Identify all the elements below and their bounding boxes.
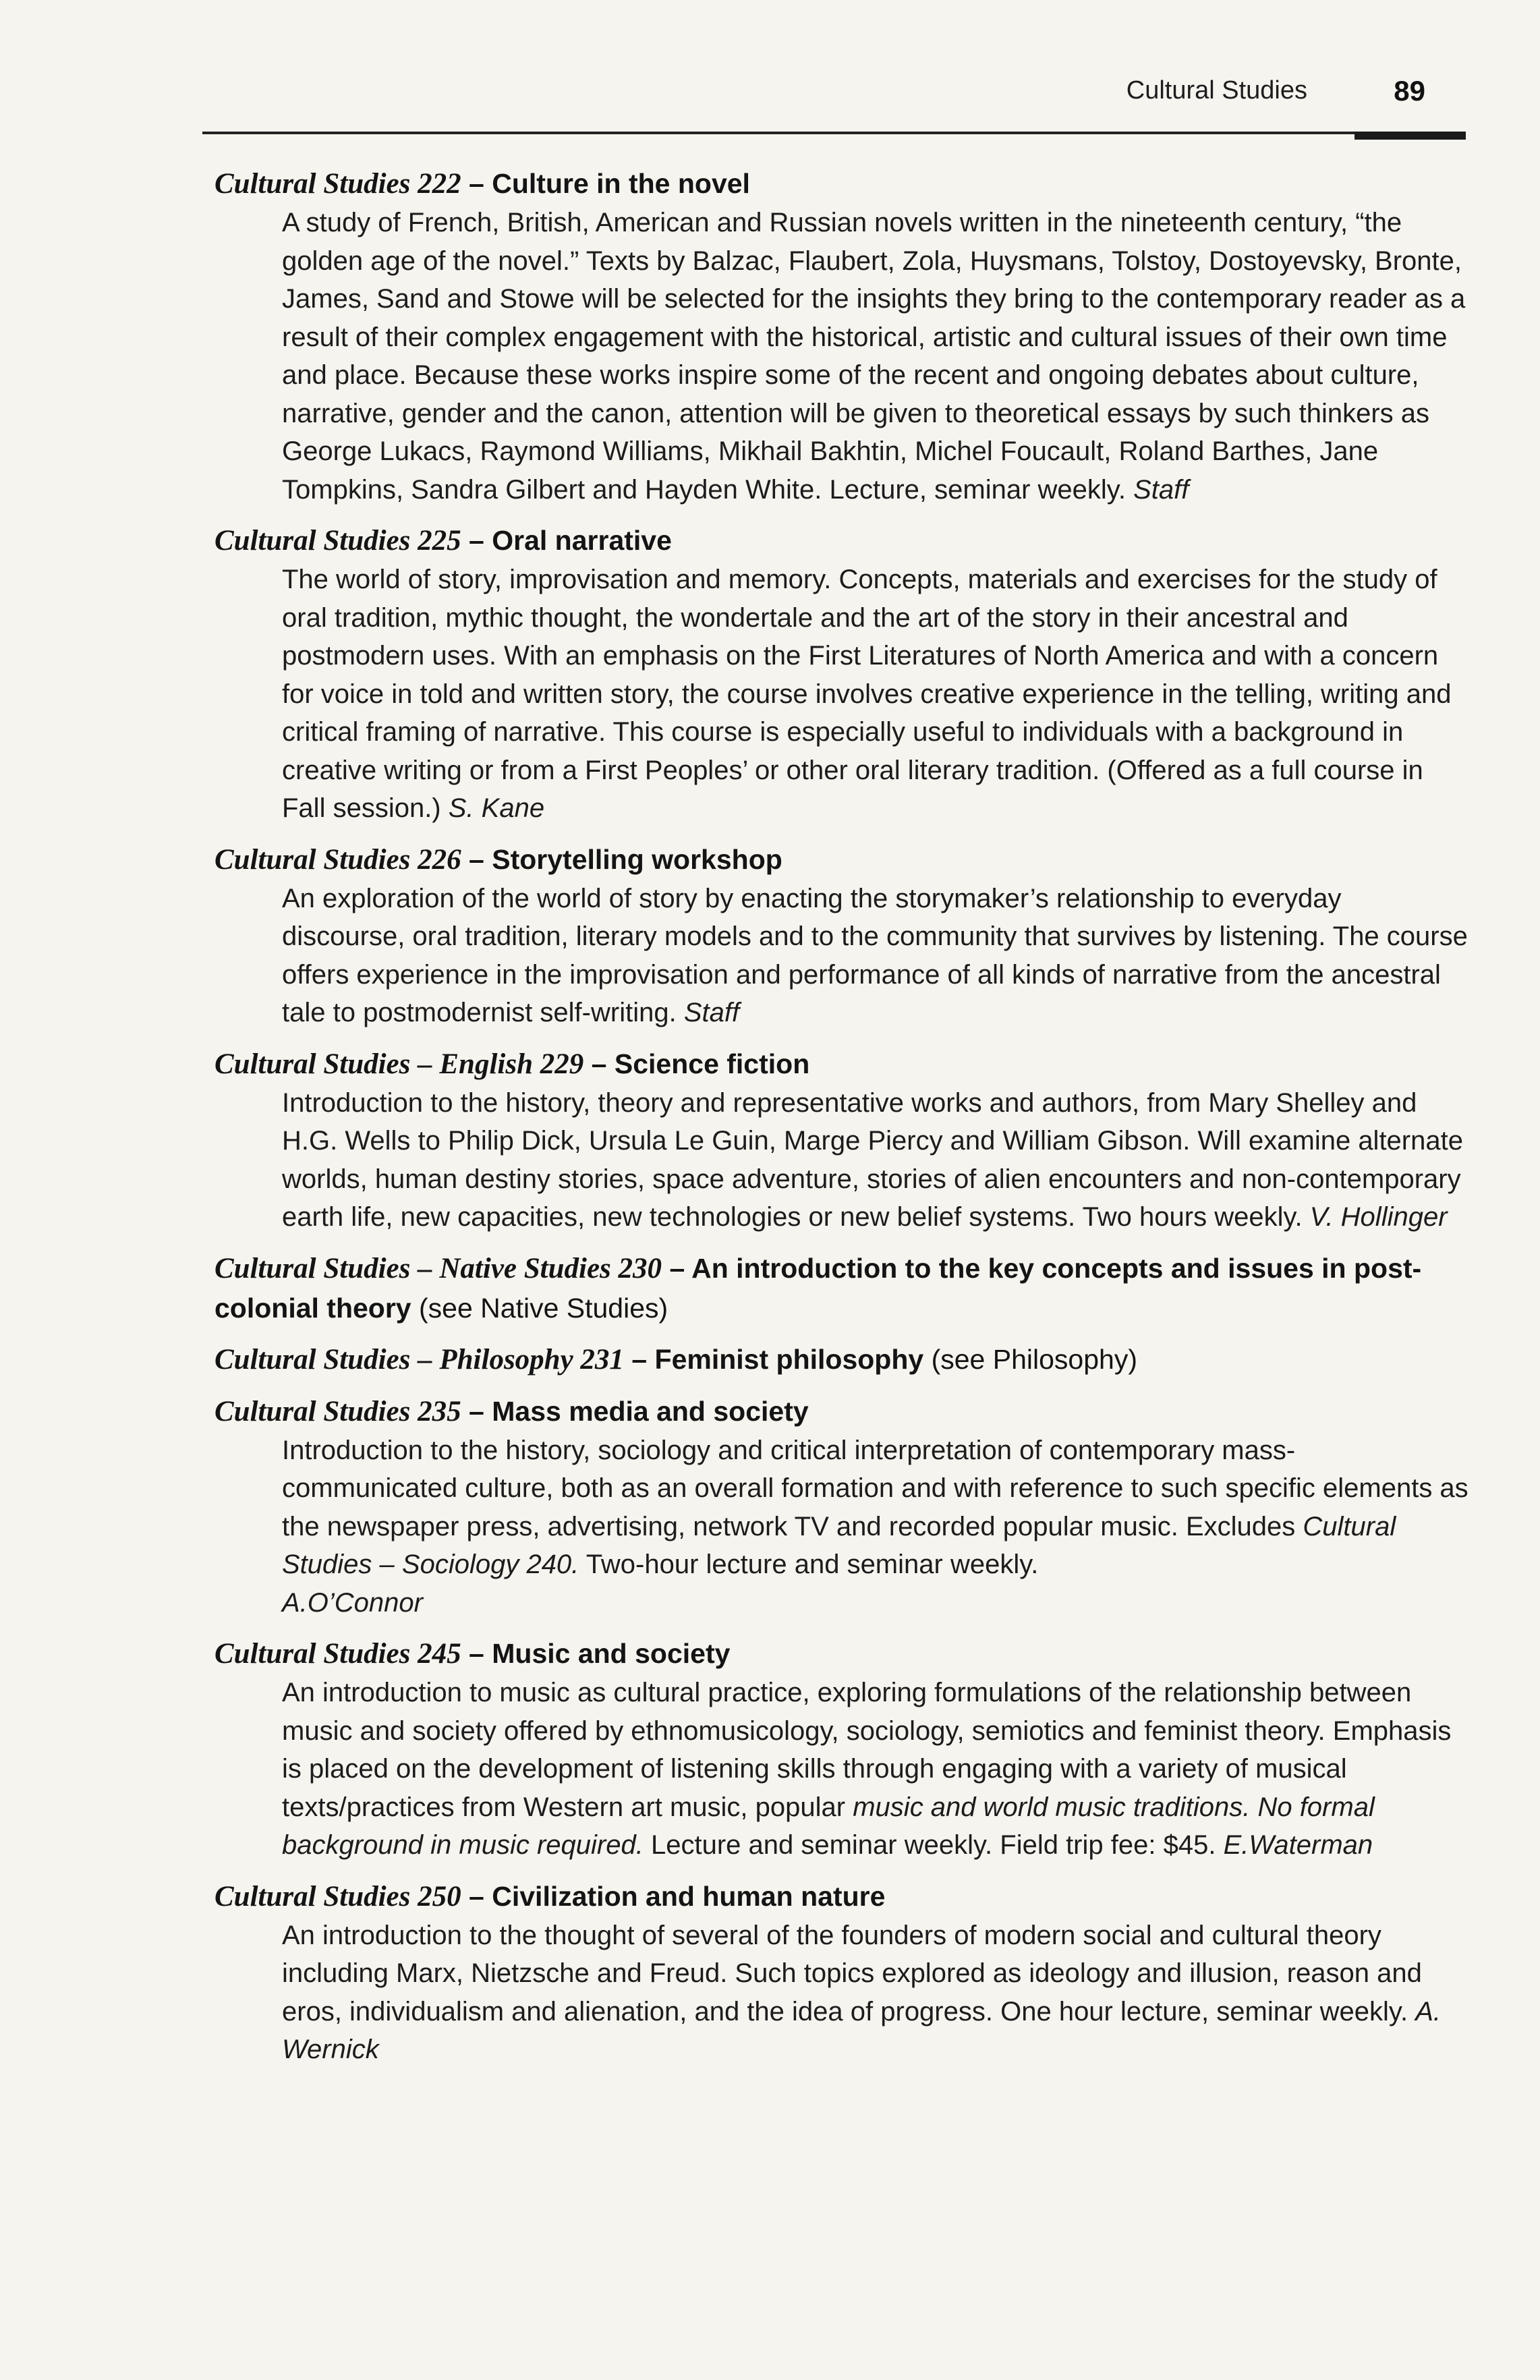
instructor-name: S. Kane	[448, 793, 545, 823]
course-entry-245	[215, 1634, 1469, 1865]
description-text: Introduction to the history, sociology and critical interpretation of contemporary mass-communicated culture, both as an overall formation and with reference to such specific elements as the newspaper press, advertising, network TV and recorded popular music. Excludes	[282, 1435, 1468, 1541]
course-title: Music and society	[492, 1638, 731, 1669]
course-code: Cultural Studies 222	[215, 168, 461, 200]
course-title: Storytelling workshop	[492, 843, 782, 875]
instructor-name: E.Waterman	[1223, 1830, 1373, 1860]
description-text: A study of French, British, American and Russian novels written in the nineteenth century, “the golden age of the novel.” Texts by Balzac, Flaubert, Zola, Huysmans, Tolstoy, Dostoyevsky, Bronte, James, Sand and Stowe will be selected for the insights they bring to the contemporary reader as a result of their complex engagement with the historical, artistic and cultural issues of their own time and place. Because these works inspire some of the recent and ongoing debates about culture, narrative, gender and the canon, attention will be given to theoretical essays by such thinkers as George Lukacs, Raymond Williams, Mikhail Bakhtin, Michel Foucault, Roland Barthes, Jane Tompkins, Sandra Gilbert and Hayden White. Lecture, seminar weekly.	[282, 208, 1466, 505]
description-text: An exploration of the world of story by enacting the storymaker’s relationship to everyday discourse, oral tradition, literary models and to the community that survives by listening. The course offers experience in the improvisation and performance of all kinds of narrative from the ancestral tale to postmodernist self-writing.	[282, 883, 1468, 1027]
course-code: Cultural Studies – English 229	[215, 1048, 584, 1080]
instructor-name: Staff	[1133, 474, 1189, 505]
course-heading	[215, 164, 1469, 204]
description-text: Introduction to the history, theory and representative works and authors, from Mary Shelley and H.G. Wells to Philip Dick, Ursula Le Guin, Marge Piercy and William Gibson. Will examine alternate worlds, human destiny stories, space adventure, stories of alien encounters and non-contemporary earth life, new capacities, new technologies or new belief systems. Two hours weekly.	[282, 1087, 1463, 1232]
heading-separator: –	[469, 1638, 492, 1669]
course-title: Culture in the novel	[492, 168, 750, 199]
course-description	[282, 204, 1469, 509]
page-number: 89	[1394, 75, 1425, 107]
course-code: Cultural Studies 235	[215, 1395, 461, 1427]
course-code: Cultural Studies – Philosophy 231	[215, 1343, 624, 1376]
course-code: Cultural Studies 250	[215, 1880, 461, 1913]
course-heading	[215, 1634, 1469, 1674]
header-tab-marker	[1354, 132, 1466, 140]
description-text: The world of story, improvisation and memory. Concepts, materials and exercises for the study of oral tradition, mythic thought, the wondertale and the art of the story in their ancestral and postmodern uses. With an emphasis on the First Literatures of North America and with a concern for voice in told and written story, the course involves creative experience in the telling, writing and critical framing of narrative. This course is especially useful to individuals with a background in creative writing or from a First Peoples’ or other oral literary tradition. (Offered as a full course in Fall session.)	[282, 565, 1452, 823]
course-title: Oral narrative	[492, 525, 672, 556]
cross-reference: (see Philosophy)	[931, 1343, 1137, 1375]
course-entry-235	[215, 1392, 1469, 1622]
heading-separator: –	[469, 168, 492, 199]
course-entry-229	[215, 1044, 1469, 1237]
italic-phrase: music and world music traditions. No formal background in music required.	[282, 1792, 1375, 1860]
instructor-name: A.O’Connor	[282, 1587, 423, 1618]
course-heading	[215, 1044, 1469, 1084]
heading-separator: –	[469, 1880, 492, 1912]
course-code: Cultural Studies 226	[215, 843, 461, 876]
course-description	[282, 1674, 1469, 1865]
course-entry-226	[215, 840, 1469, 1032]
course-heading	[215, 521, 1469, 561]
course-heading	[215, 1340, 1469, 1380]
course-code: Cultural Studies 225	[215, 525, 461, 557]
instructor-name: Staff	[683, 998, 740, 1027]
course-title: Feminist philosophy	[654, 1343, 924, 1375]
course-description	[282, 561, 1469, 828]
course-entry-230	[215, 1249, 1469, 1328]
description-text-cont: Two-hour lecture and seminar weekly.	[586, 1550, 1039, 1579]
course-heading	[215, 840, 1469, 880]
course-code: Cultural Studies 245	[215, 1638, 461, 1670]
course-listings	[215, 164, 1469, 2081]
course-title: Science fiction	[614, 1048, 810, 1079]
description-text: An introduction to the thought of several of the founders of modern social and cultural theory including Marx, Nietzsche and Freud. Such topics explored as ideology and illusion, reason and eros, individualism and alienation, and the idea of progress. One hour lecture, seminar weekly.	[282, 1920, 1422, 2027]
course-code: Cultural Studies – Native Studies 230	[215, 1252, 662, 1284]
heading-separator: –	[591, 1048, 615, 1079]
course-entry-225	[215, 521, 1469, 828]
course-heading	[215, 1392, 1469, 1432]
course-heading	[215, 1877, 1469, 1917]
course-description	[282, 1917, 1469, 2069]
heading-separator: –	[469, 525, 492, 556]
description-text: An introduction to music as cultural practice, exploring formulations of the relationship between music and society offered by ethnomusicology, sociology, semiotics and feminist theory. Emphasis is placed on the development of listening skills through engaging with a variety of musical texts/practices from Western art music, popular	[282, 1678, 1452, 1822]
course-entry-222	[215, 164, 1469, 509]
heading-separator: –	[469, 843, 492, 875]
excluded-course: Cultural Studies – Sociology 240.	[282, 1511, 1396, 1579]
course-description	[282, 1084, 1469, 1237]
course-entry-250	[215, 1877, 1469, 2069]
course-title: Civilization and human nature	[492, 1880, 886, 1912]
instructor-name: V. Hollinger	[1309, 1202, 1448, 1232]
running-head-section: Cultural Studies	[1126, 76, 1307, 105]
heading-separator: –	[631, 1343, 655, 1375]
course-title: Mass media and society	[492, 1395, 809, 1427]
course-title: An introduction to the key concepts and issues in post-colonial theory	[215, 1252, 1422, 1324]
instructor-name: A. Wernick	[282, 1996, 1441, 2064]
course-description	[282, 880, 1469, 1032]
heading-separator: –	[469, 1395, 492, 1427]
heading-separator: –	[669, 1252, 692, 1284]
description-text-cont: Lecture and seminar weekly. Field trip fee: $45.	[650, 1830, 1216, 1860]
course-heading	[215, 1249, 1469, 1328]
cross-reference: (see Native Studies)	[419, 1292, 668, 1324]
course-entry-231	[215, 1340, 1469, 1380]
page-header	[202, 71, 1466, 134]
course-description	[282, 1432, 1469, 1622]
